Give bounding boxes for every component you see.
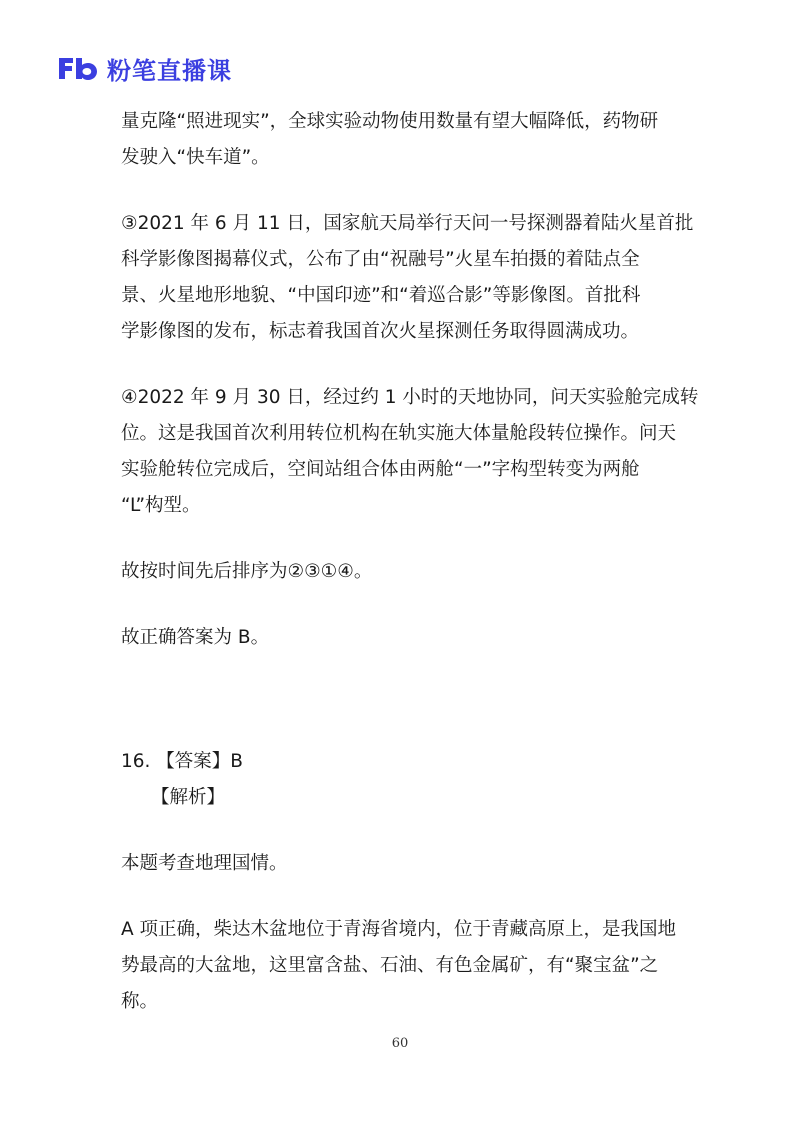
text-line: 称。 [121, 991, 159, 1012]
text-line: 故按时间先后排序为②③①④。 [121, 561, 373, 582]
text-line: 实验舱转位完成后，空间站组合体由两舱“一”字构型转变为两舱 [121, 459, 640, 480]
header [57, 52, 232, 84]
document-body [121, 104, 699, 1020]
text-line: 位。这是我国首次利用转位机构在轨实施大体量舱段转位操作。问天 [121, 423, 677, 444]
text-line: 发驶入“快车道”。 [121, 147, 270, 168]
topic-line: 本题考查地理国情。 [121, 853, 288, 874]
text-line: 景、火星地形地貌、“中国印迹”和“着巡合影”等影像图。首批科 [121, 285, 641, 306]
text-line: A 项正确，柴达木盆地位于青海省境内，位于青藏高原上，是我国地 [121, 919, 677, 940]
text-line: ③2021 年 6 月 11 日，国家航天局举行天问一号探测器着陆火星首批 [121, 213, 694, 234]
text-line: “L”构型。 [121, 495, 201, 516]
analysis-label: 【解析】 [151, 787, 226, 808]
page-number: 60 [391, 1036, 409, 1051]
brand-name: 粉笔直播课 [107, 56, 232, 85]
text-line: 势最高的大盆地，这里富含盐、石油、有色金属矿，有“聚宝盆”之 [121, 955, 659, 976]
answer-line: 16. 【答案】B [121, 751, 243, 772]
text-line: 量克隆“照进现实”，全球实验动物使用数量有望大幅降低，药物研 [121, 111, 659, 132]
text-line: 学影像图的发布，标志着我国首次火星探测任务取得圆满成功。 [121, 321, 640, 342]
text-line: 故正确答案为 B。 [121, 627, 270, 648]
fb-logo-icon [57, 55, 101, 81]
text-line: ④2022 年 9 月 30 日，经过约 1 小时的天地协同，问天实验舱完成转 [121, 387, 699, 408]
text-line: 科学影像图揭幕仪式，公布了由“祝融号”火星车拍摄的着陆点全 [121, 249, 640, 270]
